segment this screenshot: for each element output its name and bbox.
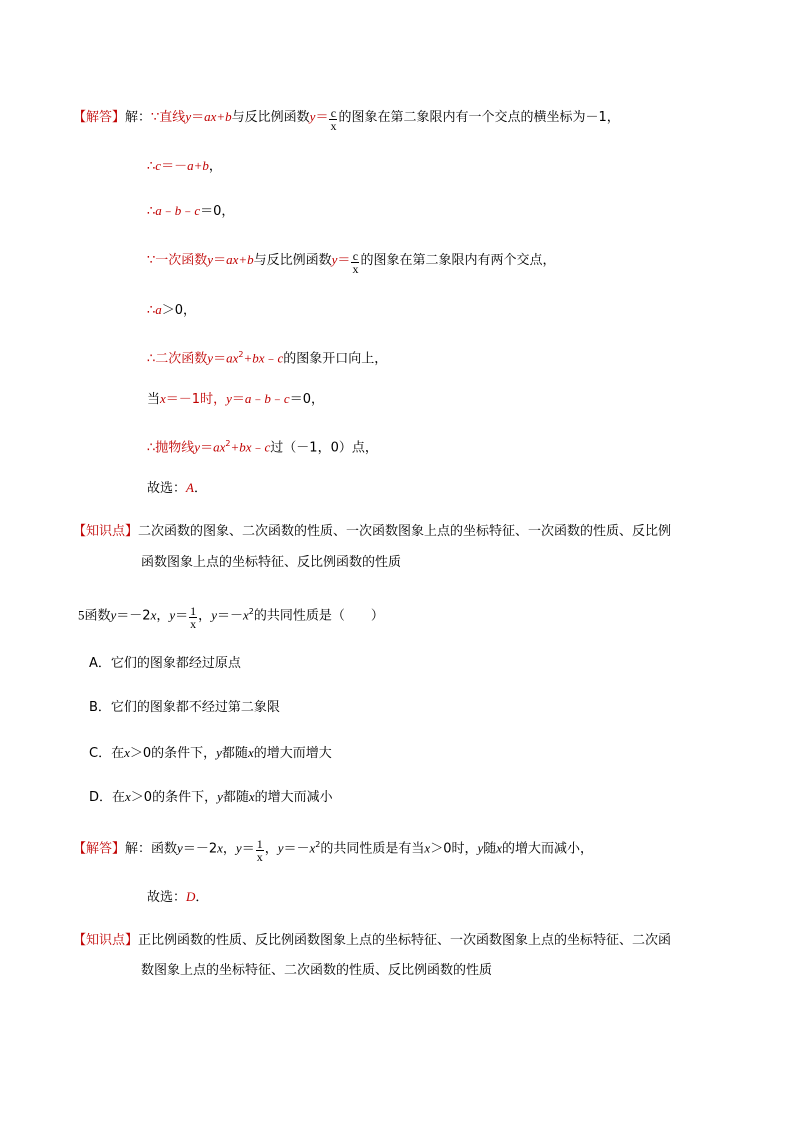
answer-line-5 bbox=[147, 301, 196, 320]
answer-letter: A bbox=[186, 480, 194, 495]
answer-line-6 bbox=[147, 346, 387, 368]
text: ＝－ bbox=[161, 159, 188, 174]
text: ＞0的条件下， bbox=[129, 746, 217, 761]
expr: a+b bbox=[187, 158, 209, 173]
text: ＞0， bbox=[161, 303, 197, 318]
var: x bbox=[125, 789, 131, 804]
var: x bbox=[242, 607, 249, 623]
text: ∴ bbox=[147, 204, 156, 219]
var: y bbox=[277, 840, 284, 856]
text: ＝ bbox=[175, 608, 189, 624]
text: 故选： bbox=[147, 890, 187, 905]
fraction bbox=[256, 838, 264, 863]
numerator: 1 bbox=[190, 604, 197, 619]
text: 的增大而减小 bbox=[254, 790, 333, 805]
text: 过（－1，0）点， bbox=[270, 440, 378, 456]
var: x bbox=[247, 745, 254, 760]
answer-line-2 bbox=[147, 157, 222, 176]
knowledge-line-2 bbox=[141, 554, 401, 572]
text: 都随 bbox=[222, 790, 249, 805]
text: ﹣ bbox=[264, 351, 278, 367]
expr: ax+b bbox=[226, 252, 254, 267]
text: ＝－2 bbox=[116, 608, 151, 624]
numerator: 1 bbox=[256, 837, 263, 852]
answer2-line-1 bbox=[73, 836, 594, 865]
text: 函数 bbox=[84, 608, 111, 624]
var: y bbox=[309, 109, 316, 124]
var: y bbox=[185, 109, 192, 124]
expr: ax bbox=[213, 439, 226, 455]
text: ＝ bbox=[231, 392, 245, 407]
answer-line-7 bbox=[147, 390, 324, 409]
option-text: B．它们的图象都不经过第二象限 bbox=[89, 700, 280, 715]
text: 函数 bbox=[151, 841, 178, 857]
answer-choice-1 bbox=[147, 479, 207, 498]
text: ＝0， bbox=[200, 204, 235, 219]
var: y bbox=[169, 607, 176, 623]
var: x bbox=[424, 840, 431, 856]
numerator: c bbox=[352, 249, 359, 263]
answer-letter: D bbox=[186, 889, 196, 904]
var: y bbox=[207, 350, 214, 366]
text: ， bbox=[156, 608, 170, 624]
knowledge-text: 数图象上点的坐标特征、二次函数的性质、反比例函数的性质 bbox=[141, 963, 493, 978]
answer-choice-2 bbox=[147, 888, 208, 907]
denominator: x bbox=[330, 119, 337, 133]
var: y bbox=[110, 607, 117, 623]
var: a bbox=[244, 391, 252, 406]
text: 随 bbox=[483, 841, 497, 857]
var: c bbox=[277, 350, 284, 366]
var: a bbox=[155, 203, 162, 218]
denominator: x bbox=[256, 850, 263, 865]
text: 都随 bbox=[221, 746, 248, 761]
text: ＝ bbox=[315, 110, 329, 125]
text: ， bbox=[208, 159, 222, 174]
text: ∴ bbox=[147, 303, 156, 318]
text: ＞0的条件下， bbox=[130, 790, 218, 805]
var: y bbox=[216, 745, 222, 760]
var: y bbox=[226, 391, 232, 406]
option-text: A．它们的图象都经过原点 bbox=[89, 656, 241, 671]
var: x bbox=[160, 391, 166, 406]
text: ＝0， bbox=[289, 392, 324, 407]
option-b[interactable] bbox=[89, 699, 280, 717]
option-d[interactable] bbox=[89, 788, 333, 807]
var: a bbox=[155, 302, 162, 317]
exponent: 2 bbox=[248, 607, 254, 616]
text: ∴抛物线 bbox=[147, 440, 195, 456]
var: c bbox=[155, 158, 162, 173]
var: y bbox=[331, 252, 338, 267]
text: ＝－2 bbox=[182, 841, 218, 857]
var: y bbox=[177, 840, 183, 856]
knowledge2-line-2 bbox=[141, 962, 492, 980]
expr: +bx bbox=[230, 439, 252, 455]
expr: +bx bbox=[243, 350, 265, 366]
text: 的增大而减小， bbox=[502, 841, 594, 857]
text: 的共同性质是（ ） bbox=[253, 608, 384, 624]
text: ． bbox=[193, 481, 207, 496]
text: ＝－1时， bbox=[165, 392, 227, 407]
text: ＝ bbox=[213, 351, 227, 367]
answer-line-8 bbox=[147, 435, 378, 457]
text: 与反比例函数 bbox=[253, 253, 332, 268]
knowledge2-line-1 bbox=[73, 932, 671, 950]
answer-lead: 解： bbox=[125, 110, 152, 125]
text: ＝ bbox=[241, 841, 255, 857]
knowledge-tag: 【知识点】 bbox=[73, 933, 139, 948]
denominator: x bbox=[352, 262, 359, 276]
text: ＝ bbox=[191, 110, 205, 125]
answer-line-4 bbox=[147, 248, 556, 276]
text: ＝ bbox=[337, 253, 351, 268]
fraction bbox=[329, 107, 337, 132]
text: ＞0时， bbox=[430, 841, 478, 857]
text: ， bbox=[264, 841, 278, 857]
var: x bbox=[150, 607, 157, 623]
question-5 bbox=[78, 603, 384, 632]
text: ＝ bbox=[200, 440, 214, 456]
knowledge-line-1 bbox=[73, 523, 671, 541]
question-number: 5 bbox=[78, 607, 85, 623]
var: y bbox=[217, 789, 223, 804]
exponent: 2 bbox=[225, 439, 231, 448]
var: b bbox=[264, 391, 271, 406]
text: ＝－ bbox=[283, 841, 310, 857]
text: ﹣ bbox=[270, 392, 284, 407]
text: ∵直线 bbox=[151, 110, 186, 125]
text: ﹣ bbox=[251, 440, 265, 456]
text: ∵一次函数 bbox=[147, 253, 208, 268]
exponent: 2 bbox=[238, 350, 244, 359]
text: ， bbox=[222, 841, 236, 857]
option-c[interactable] bbox=[89, 744, 332, 763]
text: 故选： bbox=[147, 481, 187, 496]
text: ﹣ bbox=[251, 392, 265, 407]
text: ＝ bbox=[213, 253, 227, 268]
option-a[interactable] bbox=[89, 655, 241, 673]
exponent: 2 bbox=[315, 840, 321, 849]
expr: ax bbox=[226, 350, 239, 366]
knowledge-tag: 【知识点】 bbox=[73, 524, 139, 539]
text: ∴ bbox=[147, 159, 156, 174]
var: c bbox=[194, 203, 201, 218]
var: x bbox=[124, 745, 130, 760]
fraction bbox=[351, 250, 359, 275]
answer-lead: 解： bbox=[125, 841, 152, 857]
var: c bbox=[264, 439, 271, 455]
var: c bbox=[283, 391, 290, 406]
text: 的图象在第二象限内有两个交点， bbox=[360, 253, 556, 268]
text: 与反比例函数 bbox=[231, 110, 310, 125]
fraction bbox=[189, 605, 197, 630]
text: 当 bbox=[147, 392, 161, 407]
text: ∴二次函数 bbox=[147, 351, 208, 367]
var: y bbox=[194, 439, 201, 455]
denominator: x bbox=[190, 617, 197, 632]
var: y bbox=[477, 840, 484, 856]
text: 的增大而增大 bbox=[253, 746, 332, 761]
numerator: c bbox=[330, 106, 337, 120]
text: C．在 bbox=[89, 746, 125, 761]
text: 的图象在第二象限内有一个交点的横坐标为－1， bbox=[338, 110, 620, 125]
knowledge-text: 正比例函数的性质、反比例函数图象上点的坐标特征、一次函数图象上点的坐标特征、二次函 bbox=[138, 933, 672, 948]
text: 的共同性质是有当 bbox=[320, 841, 425, 857]
var: x bbox=[309, 840, 316, 856]
var: b bbox=[174, 203, 182, 218]
answer-tag: 【解答】 bbox=[73, 841, 126, 857]
var: y bbox=[235, 840, 242, 856]
answer-tag: 【解答】 bbox=[73, 110, 126, 125]
text: ﹣ bbox=[161, 204, 175, 219]
knowledge-text: 函数图象上点的坐标特征、反比例函数的性质 bbox=[141, 555, 402, 570]
var: x bbox=[248, 789, 255, 804]
knowledge-text: 二次函数的图象、二次函数的性质、一次函数图象上点的坐标特征、一次函数的性质、反比例 bbox=[138, 524, 672, 539]
text: D．在 bbox=[89, 790, 126, 805]
var: y bbox=[211, 607, 217, 623]
text: ， bbox=[198, 608, 212, 624]
var: x bbox=[496, 840, 503, 856]
var: y bbox=[207, 252, 214, 267]
text: ． bbox=[195, 890, 209, 905]
text: ﹣ bbox=[181, 204, 195, 219]
text: ＝－ bbox=[216, 608, 243, 624]
text: 的图象开口向上， bbox=[283, 351, 388, 367]
expr: ax+b bbox=[204, 109, 232, 124]
var: x bbox=[217, 840, 223, 856]
answer-line-1 bbox=[73, 105, 620, 133]
answer-line-3 bbox=[147, 202, 234, 221]
